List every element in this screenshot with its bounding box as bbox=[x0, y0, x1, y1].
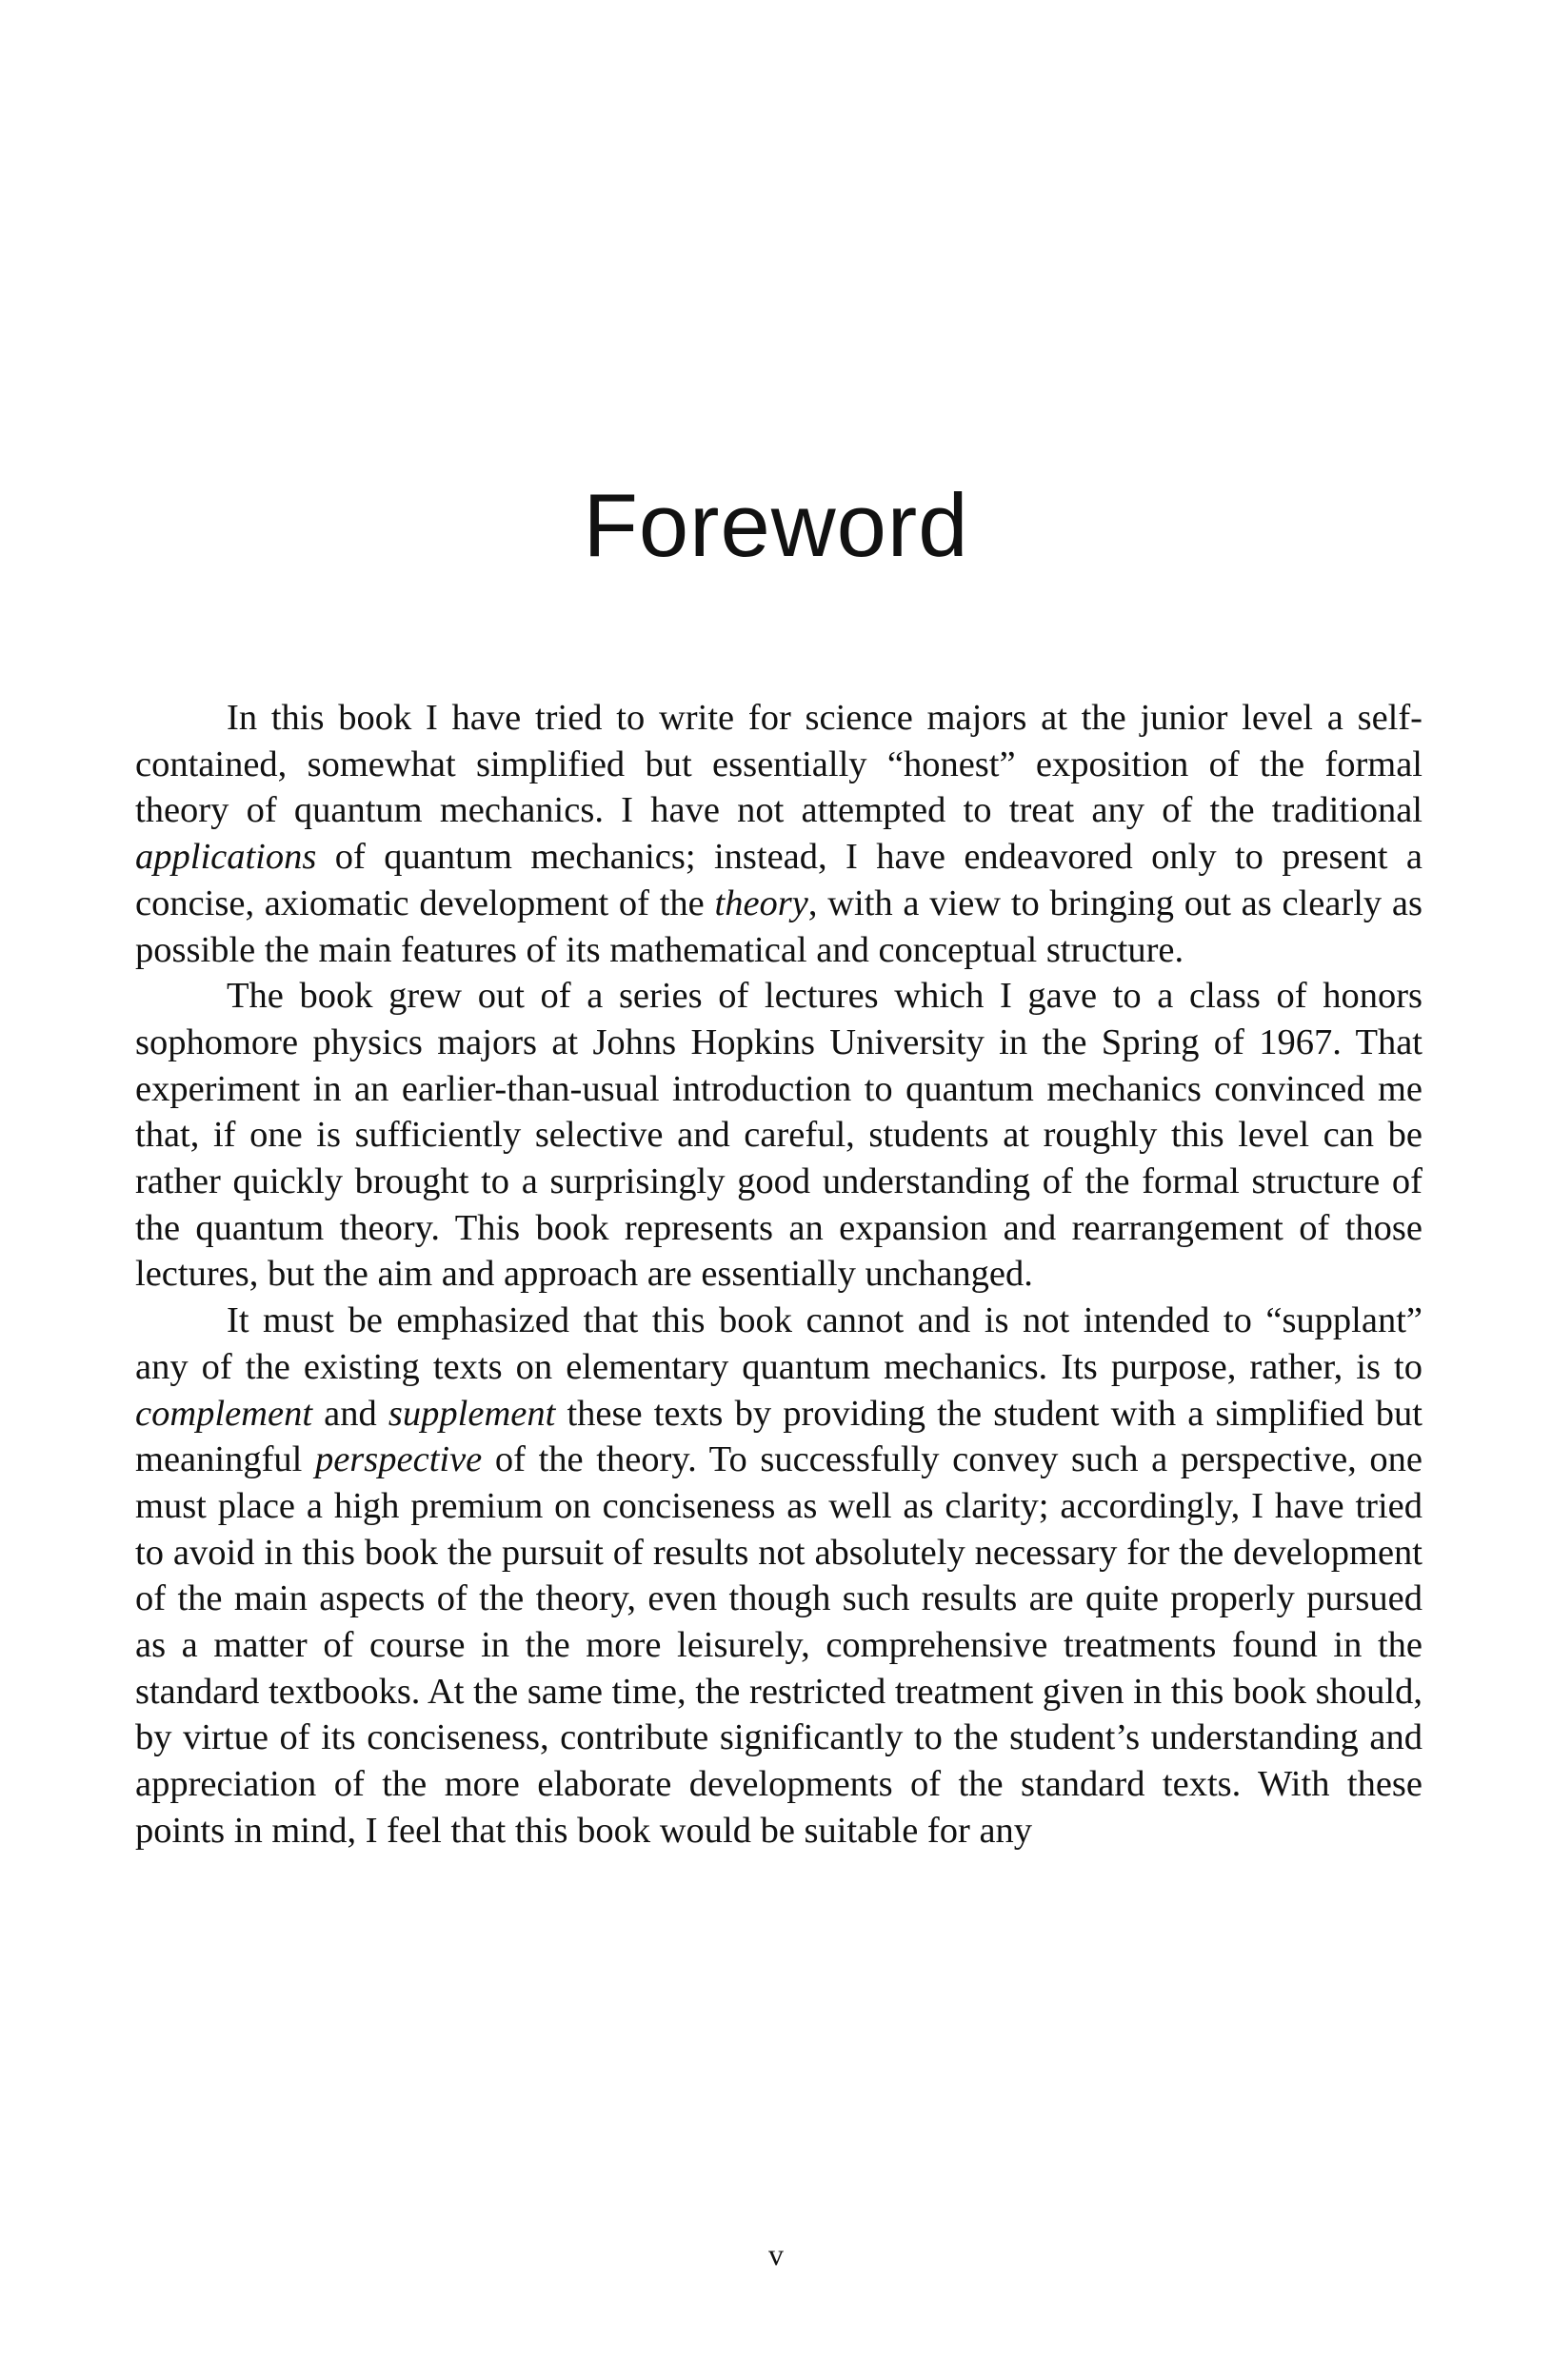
paragraph-text: these texts by providing the student with a simplified but meaningful bbox=[135, 1393, 1423, 1480]
paragraph-text: The book grew out of a series of lectures which I gave to a class of honors sophomore physics majors at Johns Hopkins University in the Spring of 1967. That experiment in an earlier-than-usual introduction to quantum mechanics convinced me that, if one is sufficiently selective and careful, students at roughly this level can be rather quickly brought to a surprisingly good understanding of the formal structure of the quantum theory. This book represents an expansion and rearrangement of those lectures, but the aim and approach are essentially unchanged. bbox=[135, 976, 1423, 1295]
paragraph-text: and bbox=[312, 1393, 388, 1434]
paragraph-text: of quantum mechanics; instead, I have endeavored only to present a concise, axiomatic development of the bbox=[135, 837, 1423, 923]
foreword-body bbox=[135, 695, 1423, 1854]
paragraph-text: In this book I have tried to write for science majors at the junior level a self-contained, somewhat simplified but essentially “honest” exposition of the formal theory of quantum mechanics. I have not attempted to treat any of the traditional bbox=[135, 698, 1423, 831]
emphasized-text: theory bbox=[714, 883, 808, 923]
emphasized-text: supplement bbox=[388, 1393, 556, 1434]
paragraph bbox=[135, 1298, 1423, 1854]
paragraph bbox=[135, 973, 1423, 1298]
paragraph bbox=[135, 695, 1423, 973]
paragraph-text: of the theory. To successfully convey such a perspective, one must place a high premium on conciseness as well as clarity; accordingly, I have tried to avoid in this book the pursuit of results not absolutely necessary for the development of the main aspects of the theory, even though such results are quite properly pursued as a matter of course in the more leisurely, comprehensive treatments found in the standard textbooks. At the same time, the restricted treatment given in this book should, by virtue of its conciseness, contribute significantly to the student’s understanding and appreciation of the more elaborate developments of the standard texts. With these points in mind, I feel that this book would be suitable for any bbox=[135, 1439, 1423, 1851]
paragraph-text: , with a view to bringing out as clearly as possible the main features of its mathematical and conceptual structure. bbox=[135, 883, 1423, 970]
emphasized-text: perspective bbox=[314, 1439, 483, 1480]
emphasized-text: complement bbox=[135, 1393, 313, 1434]
paragraph-text: It must be emphasized that this book cannot and is not intended to “supplant” any of the existing texts on elementary quantum mechanics. Its purpose, rather, is to bbox=[135, 1300, 1423, 1387]
page-title: Foreword bbox=[583, 475, 969, 575]
page-number: v bbox=[768, 2237, 784, 2271]
emphasized-text: applications bbox=[135, 837, 317, 878]
